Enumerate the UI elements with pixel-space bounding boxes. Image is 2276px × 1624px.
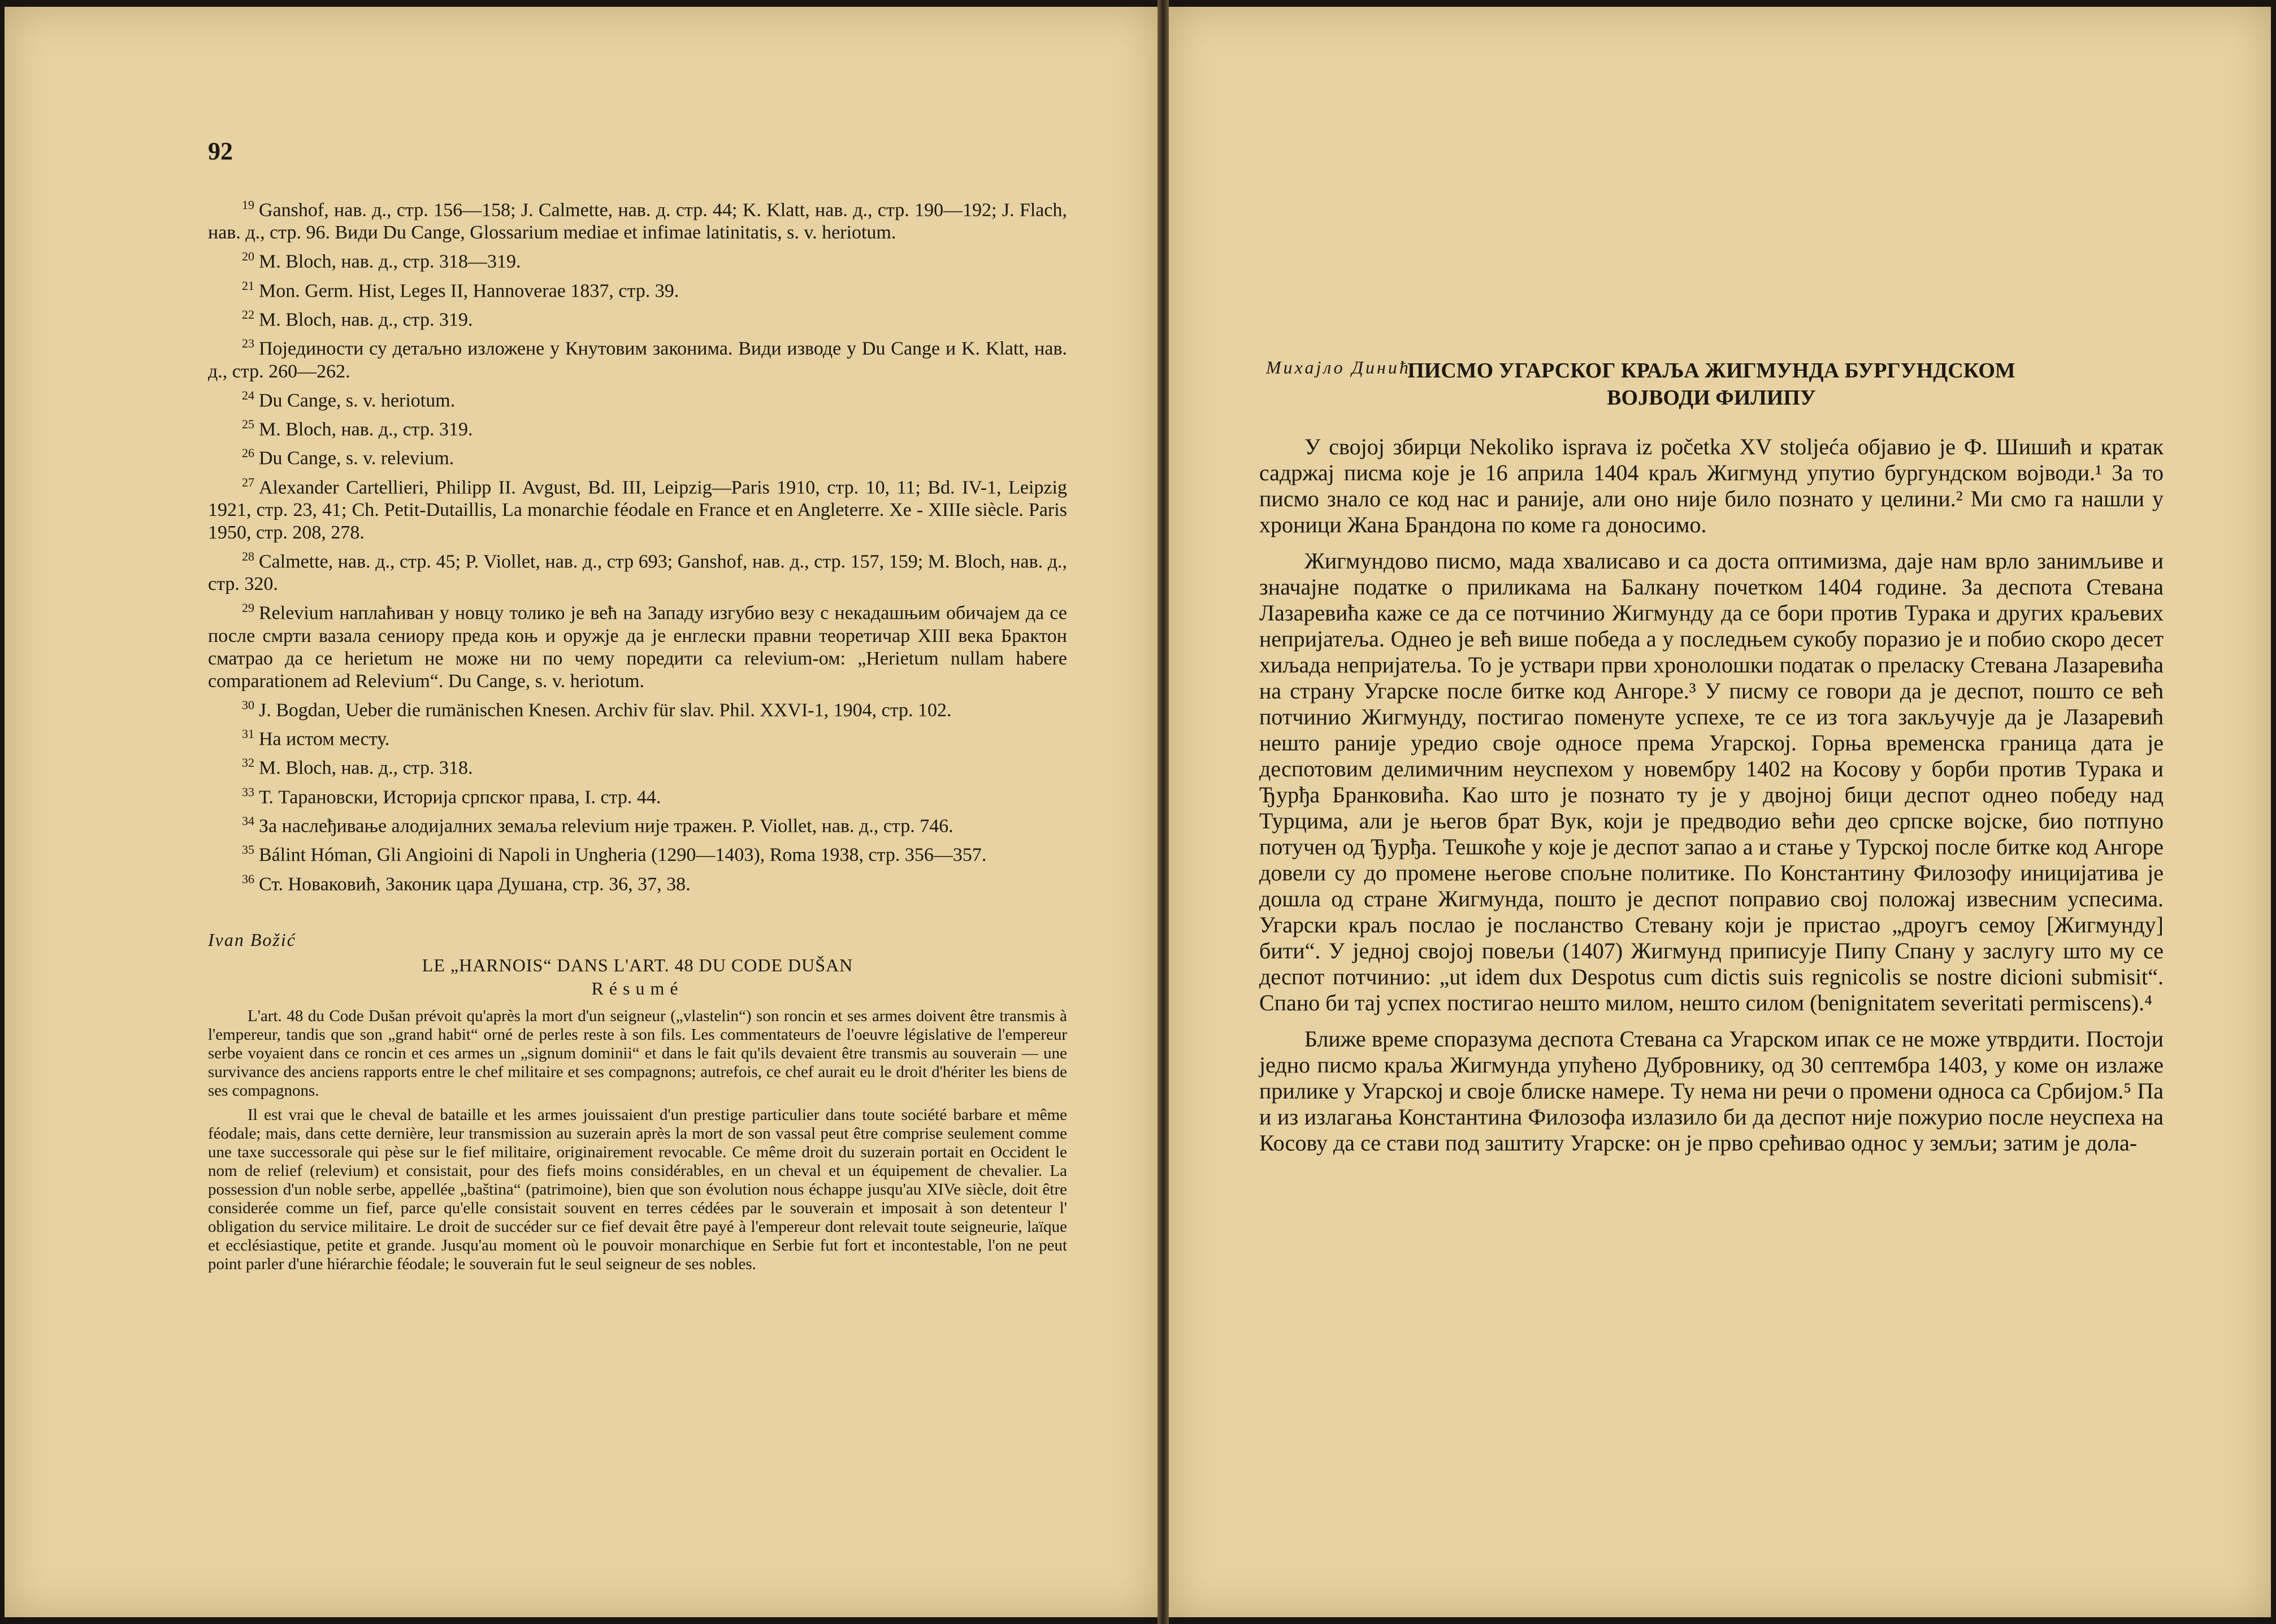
footnote-text: На истом месту. [259,728,390,750]
footnote-number: 36 [242,871,254,886]
page-number: 92 [208,137,233,165]
footnote-text: Bálint Hóman, Gli Angioini di Napoli in Ungheria (1290—1403), Roma 1938, стр. 356—357. [259,844,987,866]
footnote [208,442,1067,470]
article-author: Михајло Динић [1266,357,1411,377]
footnote-text: Calmette, нав. д., стр. 45; P. Viollet, нав. д., стр 693; Ganshof, нав. д., стр. 157, 159; M. Bloch, нав. д., стр. 320. [208,551,1067,595]
footnote-number: 32 [242,755,254,770]
book-gutter [1157,0,1169,1624]
body-paragraph: Ближе време споразума деспота Стевана са Угарском ипак се не може утврдити. Постоји једно писмо краља Жигмунда упућено Дубровнику, од 30 септембра 1403, у коме он излаже прилике у Угарској и своје блиске намере. Ту нема ни речи о промени односа са Србијом.⁵ Па и из излагања Константина Филозофа излазило би да деспот није пожурио после неуспеха на Косову да се стави под заштиту Угарске: он је прво срећивао однос у земљи; затим је дола- [1259,1026,2164,1156]
body-paragraph: У својој збирци Nekoliko isprava iz početka XV stoljeća објавио је Ф. Шишић и кратак садржај писма које је 16 априла 1404 краљ Жигмунд упутио бургундском војводи.¹ За то писмо знало се код нас и раније, али оно није било познато у целини.² Ми смо га нашли у хроници Жана Брандона по коме га доносимо. [1259,434,2164,537]
footnote-number: 28 [242,549,254,563]
footnote [208,413,1067,441]
footnote [208,545,1067,596]
footnote [208,471,1067,544]
footnote-number: 34 [242,813,254,828]
footnote [208,868,1067,896]
footnote-number: 25 [242,416,254,431]
footnote [208,303,1067,331]
footnote-number: 27 [242,475,254,489]
footnote-number: 22 [242,307,254,322]
article-title-line: ВОЈВОДИ ФИЛИПУ [1607,386,1816,410]
footnote-text: M. Bloch, нав. д., стр. 319. [259,419,473,440]
right-page [1169,7,2271,1617]
footnote-text: Du Cange, s. v. relevium. [259,448,454,469]
resume-paragraph: L'art. 48 du Code Dušan prévoit qu'après la mort d'un seigneur („vlastelin“) son roncin et ses armes doivent être transmis à l'empereur, tandis que son „grand habit“ orné de perles reste à son fils. Les commentateurs de l'oeuvre législative de l'empereur serbe voyaient dans ce roncin et ces armes un „signum dominii“ et dans le fait qu'ils devaient être transmis au souverain — une survivance des anciens rapports entre le chef militaire et ses compagnons; autrefois, ce chef aurait eu le droit d'hériter les biens de ses compagnons. [208,1006,1067,1100]
body-paragraph: Жигмундово писмо, мада хвалисаво и са доста оптимизма, даје нам врло занимљиве и значајне податке о приликама на Балкану почетком 1404 године. За деспота Стевана Лазаревића каже се да се потчинио Жигмунду да се бори против Турака и других краљевих непријатеља. Однео је већ више победа а у последњем сукобу поразио је и побио скоро десет хиљада непријатеља. То је уствари први хронолошки податак о преласку Стевана Лазаревића на страну Угарске после битке код Ангоре.³ У писму се говори да је деспот, пошто се већ потчинио Жигмунду, постигао поменуте успехе, те се из тога закључује да је Лазаревић нешто раније уредио своје односе према Угарској. Горња временска граница дата је деспотовим делимичним неуспехом у новембру 1402 на Косову у борби против Турака и Ђурђа Бранковића. Као што је познато ту је у двојној бици деспот однео победу над Турцима, али је његов брат Вук, који је предводио већи део српске војске, био потпуно потучен од Ђурђа. Тешкоће у које је деспот запао а и стање у Турској после битке код Ангоре довели су до промене његове спољне политике. По Константину Филозофу иницијатива је дошла од стране Жигмунда, пошто је деспот поправио свој положај извесним успесима. Угарски краљ послао је посланство Стевану који је пристао „дроугъ семоу [Жигмунду] бити“. У једној својој повељи (1407) Жигмунд приписује Пипу Спану у заслугу што му се деспот потчинио: „ut idem dux Despotus cum dictis suis regnicolis se nostre dicioni submisit“. Спано би тај успех постигао нешто милом, нешто силом (benignitatem severitati permiscens).⁴ [1259,548,2164,1015]
resume-paragraph: Il est vrai que le cheval de bataille et les armes jouissaient d'un prestige particulier dans toute société barbare et même féodale; mais, dans cette dernière, leur transmission au suzerain après la mort de son vassal peut être comprise seulement comme une taxe successorale qui pèse sur le fief militaire, originairement revocable. Ce même droit du suzerain portait en Occident le nom de relief (relevium) et consistait, pour des fiefs moins considérables, en un cheval et un équipement de chevalier. La possession d'un noble serbe, appellée „baština“ (patrimoine), bien que son évolution nous échappe jusqu'au XIVe siècle, doit être considerée comme un fief, parce qu'elle consistait souvent en terres cédées par le souverain et imposait à son detenteur l' obligation du service militaire. Le droit de succéder sur ce fief devait être payé à l'empereur dont relevait toute seigneurie, laïque et ecclésiastique, petite et grande. Jusqu'au moment où le pouvoir monarchique en Serbie fut fort et incontestable, l'on ne peut point parler d'une hiérarchie féodale; le souverain fut le seul seigneur de ses nobles. [208,1105,1067,1273]
footnote [208,384,1067,412]
footnote-text: M. Bloch, нав. д., стр. 319. [259,309,473,331]
footnote [208,275,1067,302]
footnote [208,597,1067,692]
footnote [208,723,1067,750]
footnote [208,694,1067,722]
footnote-text: Relevium наплаћиван у новцу толико је већ на Западу изгубио везу с некадашњим обичајем да се после смрти вазала сениору преда коњ и оружје да је енглески правни теоретичар XIII века Брактон сматрао да се herietum не може ни по чему поредити са relevium-ом: „Herietum nullam habere comparationem ad Relevium“. Du Cange, s. v. heriotum. [208,602,1067,692]
footnote [208,194,1067,244]
footnote-number: 24 [242,388,254,402]
footnote-text: Mon. Germ. Hist, Leges II, Hannoverae 1837, стр. 39. [259,280,679,301]
right-page-content [1259,357,2164,1166]
footnote [208,332,1067,383]
footnote-text: Ganshof, нав. д., стр. 156—158; J. Calmette, нав. д. стр. 44; K. Klatt, нав. д., стр. 190—192; J. Flach, нав. д., стр. 96. Види Du Cange, Glossarium mediae et infimae latinitatis, s. v. heriotum. [208,199,1067,244]
footnote-number: 30 [242,697,254,712]
footnote-number: 21 [242,278,254,293]
footnote [208,810,1067,837]
footnote [208,781,1067,809]
footnote-number: 31 [242,726,254,741]
left-page-content [208,120,1067,1279]
article-title-line: ПИСМО УГАРСКОГ КРАЉА ЖИГМУНДА БУРГУНДСКОМ [1407,359,2015,383]
footnote-text: Појединости су детаљно изложене у Кнутовим законима. Види изводе у Du Cange и K. Klatt, нав. д., стр. 260—262. [208,338,1067,382]
footnote [208,245,1067,273]
left-page [5,7,1157,1617]
footnote-number: 19 [242,198,254,212]
footnotes [208,194,1067,896]
resume-author: Ivan Božić [208,929,296,950]
footnote-text: M. Bloch, нав. д., стр. 318—319. [259,251,521,272]
footnote-text: За наслеђивање алодијалних земаља relevium није тражен. P. Viollet, нав. д., стр. 746. [259,815,953,837]
footnote [208,752,1067,779]
resume-heading: Résumé [591,978,684,998]
footnote-text: Du Cange, s. v. heriotum. [259,389,456,411]
footnote-text: Т. Тарановски, Историја српског права, I. стр. 44. [259,786,661,807]
footnote-number: 33 [242,784,254,799]
resume-title: LE „HARNOIS“ DANS L'ART. 48 DU CODE DUŠAN [422,954,853,975]
footnote-text: J. Bogdan, Ueber die rumänischen Knesen. Archiv für slav. Phil. XXVI-1, 1904, стр. 102. [259,699,952,720]
footnote-number: 20 [242,249,254,264]
footnote-number: 23 [242,336,254,351]
footnote-number: 35 [242,843,254,857]
footnote-text: M. Bloch, нав. д., стр. 318. [259,757,473,779]
footnote-number: 29 [242,601,254,615]
footnote-text: Alexander Cartellieri, Philipp II. Avgust, Bd. III, Leipzig—Paris 1910, стр. 10, 11; Bd. IV-1, Leipzig 1921, стр. 23, 41; Ch. Petit-Dutaillis, La monarchie féodale en France et en Angleterre. Xe - XIIIe siècle. Paris 1950, стр. 208, 278. [208,476,1067,543]
footnote [208,839,1067,866]
footnote-number: 26 [242,446,254,461]
footnote-text: Ст. Новаковић, Законик цара Душана, стр. 36, 37, 38. [259,873,691,894]
